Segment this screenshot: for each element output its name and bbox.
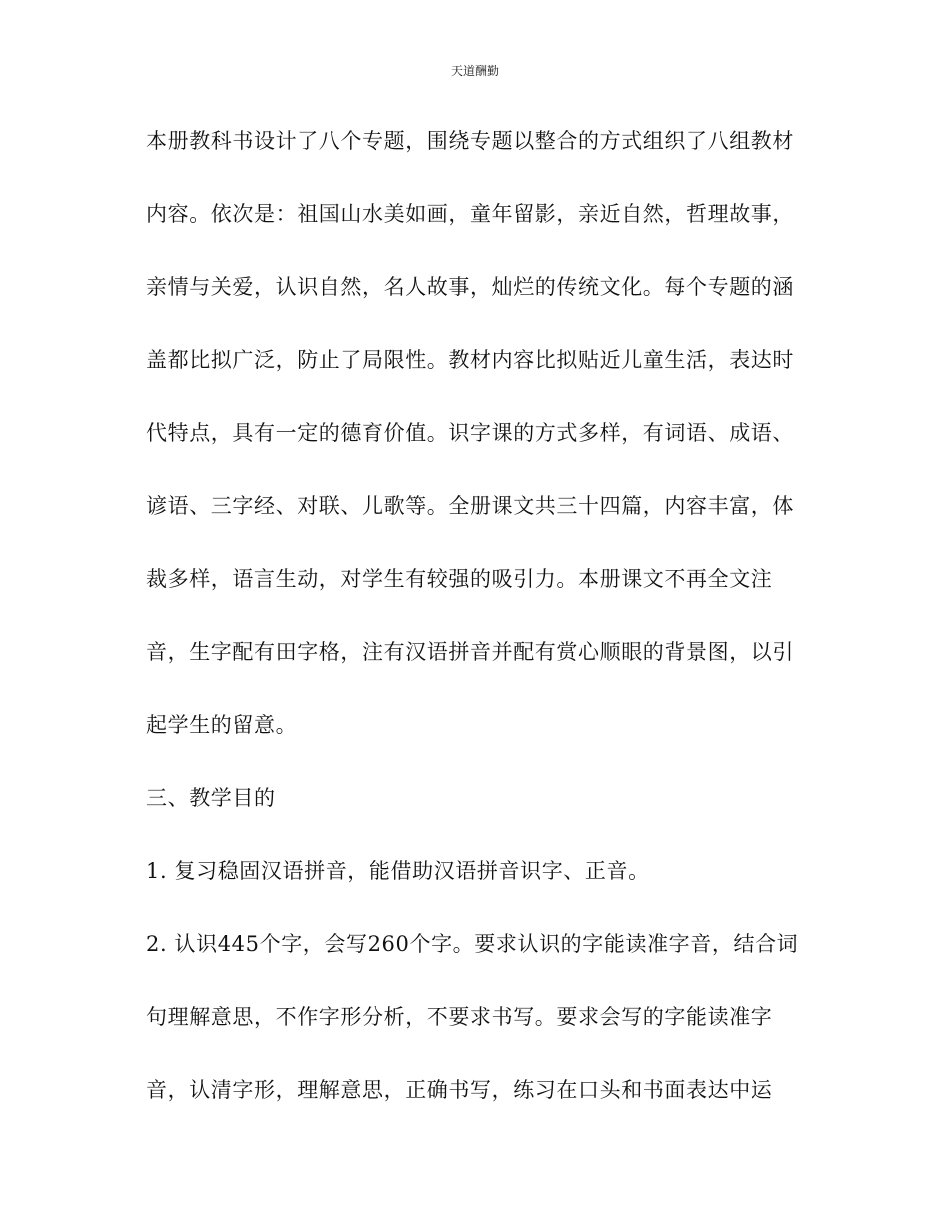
- page-header: 天道酬勤: [450, 64, 499, 78]
- text-line: 裁多样，语言生动，对学生有较强的吸引力。本册课文不再全文注: [146, 567, 773, 591]
- text-line: 句理解意思，不作字形分析，不要求书写。要求会写的字能读准字: [146, 1005, 773, 1029]
- text-line: 盖都比拟广泛，防止了局限性。教材内容比拟贴近儿童生活，表达时: [146, 348, 794, 372]
- text-line: 音，生字配有田字格，注有汉语拼音并配有赏心顺眼的背景图，以引: [146, 640, 794, 664]
- section-heading: 三、教学目的: [146, 786, 276, 810]
- text-line: 起学生的留意。: [146, 713, 298, 737]
- text-line: 谚语、三字经、对联、儿歌等。全册课文共三十四篇，内容丰富，体: [146, 494, 794, 518]
- list-item: 2. 认识445个字，会写260个字。要求认识的字能读准字音，结合词: [146, 932, 799, 956]
- text-line: 代特点，具有一定的德育价值。识字课的方式多样，有词语、成语、: [146, 421, 794, 445]
- text-line: 内容。依次是：祖国山水美如画，童年留影，亲近自然，哲理故事，: [146, 202, 794, 226]
- text-line: 音，认清字形，理解意思，正确书写，练习在口头和书面表达中运: [146, 1078, 773, 1102]
- text-line: 亲情与关爱，认识自然，名人故事，灿烂的传统文化。每个专题的涵: [146, 275, 794, 299]
- text-line: 本册教科书设计了八个专题，围绕专题以整合的方式组织了八组教材: [146, 129, 794, 153]
- list-item: 1. 复习稳固汉语拼音，能借助汉语拼音识字、正音。: [146, 859, 650, 883]
